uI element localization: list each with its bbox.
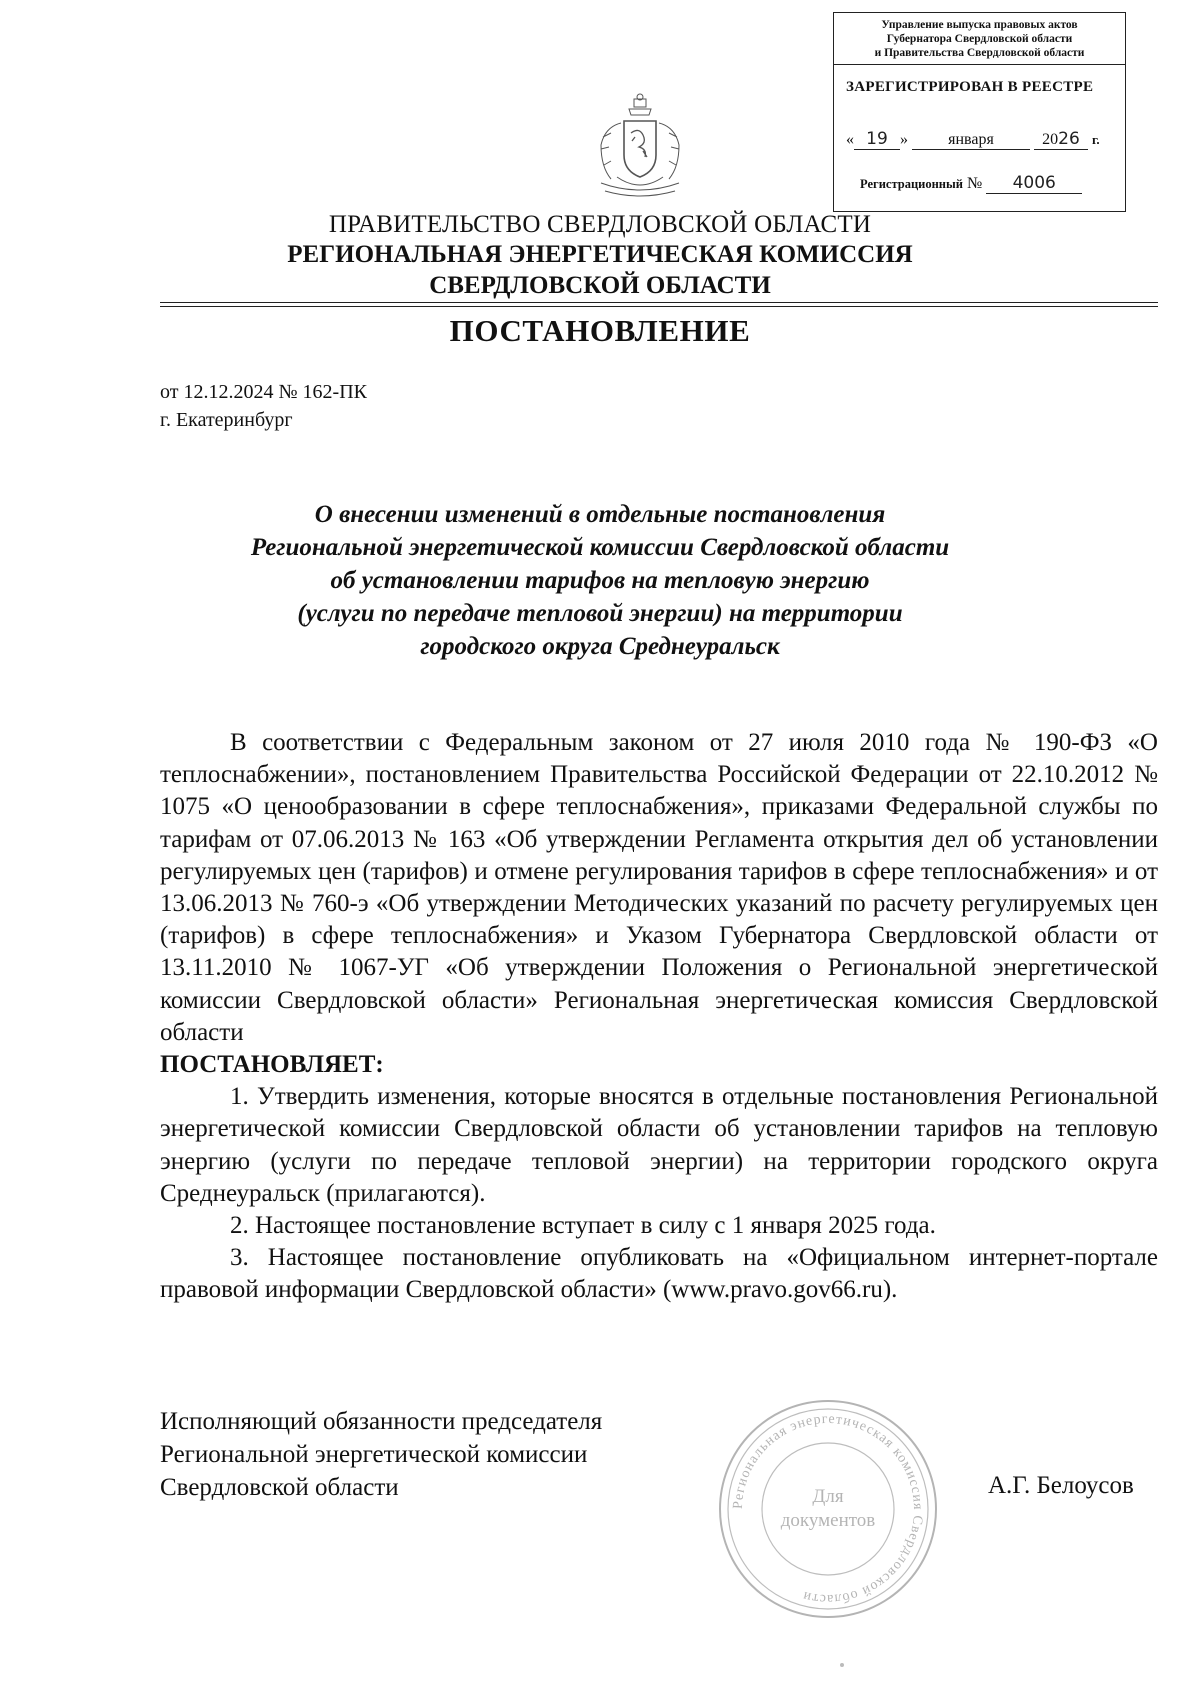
quote-open: « xyxy=(846,131,854,148)
registry-stamp-header-line: Управление выпуска правовых актов xyxy=(881,19,1078,31)
subject-line: (услуги по передаче тепловой энергии) на территории xyxy=(297,600,903,627)
subject-line: О внесении изменений в отдельные постановления xyxy=(314,501,886,528)
official-seal-icon xyxy=(717,1398,939,1620)
registry-stamp-header-line: и Правительства Свердловской области xyxy=(874,47,1085,59)
scan-speck xyxy=(840,1663,844,1667)
seal-center-line: документов xyxy=(780,1510,876,1531)
point-paragraph: 1. Утвердить изменения, которые вносятся в отдельные постановления Региональной энергетической комиссии Свердловской области об установлении тарифов на тепловую энергию (услуги по передаче тепловой энергии) на территории городского округа Среднеуральск (прилагаются). xyxy=(160,1083,1158,1207)
point-paragraph: 3. Настоящее постановление опубликовать на «Официальном интернет-портале правовой информации Свердловской области» (www.pravo.gov66.ru). xyxy=(160,1244,1158,1304)
document-subject xyxy=(180,498,1020,663)
commission-name-line1: РЕГИОНАЛЬНАЯ ЭНЕРГЕТИЧЕСКАЯ КОМИССИЯ xyxy=(287,241,913,268)
registry-number-line xyxy=(860,173,1082,194)
resolves-heading: ПОСТАНОВЛЯЕТ: xyxy=(160,1051,384,1079)
document-date-number: от 12.12.2024 № 162-ПК xyxy=(160,381,368,403)
seal-ring-text: Региональная энергетическая комиссия Свердловской области xyxy=(730,1411,926,1607)
position-line: Свердловской области xyxy=(160,1474,399,1501)
registry-month: января xyxy=(912,131,1030,150)
document-type: ПОСТАНОВЛЕНИЕ xyxy=(449,313,751,348)
seal-center-line: Для xyxy=(812,1486,844,1507)
subject-line: Региональной энергетической комиссии Свердловской области xyxy=(250,534,950,561)
document-body xyxy=(160,727,1158,1307)
document-city: г. Екатеринбург xyxy=(160,409,293,431)
registry-year-suffix: 26 xyxy=(1058,129,1080,149)
point-paragraph: 2. Настоящее постановление вступает в силу с 1 января 2025 года. xyxy=(230,1212,936,1240)
signatory-position xyxy=(160,1405,602,1504)
registry-stamp-title: ЗАРЕГИСТРИРОВАН В РЕЕСТРЕ xyxy=(846,79,1094,95)
registry-stamp-header xyxy=(834,13,1125,65)
government-name: ПРАВИТЕЛЬСТВО СВЕРДЛОВСКОЙ ОБЛАСТИ xyxy=(328,211,872,238)
signatory-name: А.Г. Белоусов xyxy=(988,1472,1134,1499)
subject-line: об установлении тарифов на тепловую энергию xyxy=(330,567,870,594)
commission-name-line2: СВЕРДЛОВСКОЙ ОБЛАСТИ xyxy=(429,272,771,299)
document-meta xyxy=(160,378,367,434)
registry-year-prefix: 20 xyxy=(1042,131,1059,148)
registry-day: 19 xyxy=(854,129,900,150)
coat-of-arms-icon xyxy=(591,93,689,203)
svg-text:Региональная энергетическая ко xyxy=(731,1412,925,1606)
registry-number-label: Регистрационный xyxy=(860,177,963,191)
registry-stamp-header-line: Губернатора Свердловской области xyxy=(886,33,1073,45)
registry-year-mark: г. xyxy=(1092,132,1100,147)
preamble-paragraph: В соответствии с Федеральным законом от 27 июля 2010 года № 190-ФЗ «О теплоснабжении», постановлением Правительства Российской Федерации от 22.10.2012 № 1075 «О ценообразовании в сфере теплоснабжения», приказами Федеральной службы по тарифам от 07.06.2013 № 163 «Об утверждении Регламента открытия дел об установлении регулируемых цен (тарифов) и отмене регулирования тарифов в сфере теплоснабжения» и от 13.06.2013 № 760-э «Об утверждении Методических указаний по расчету регулируемых цен (тарифов) в сфере теплоснабжения» и Указом Губернатора Свердловской области от 13.11.2010 № 1067-УГ «Об утверждении Положения о Региональной энергетической комиссии Свердловской области» Региональная энергетическая комиссия Свердловской области xyxy=(160,729,1158,1046)
registry-date-line xyxy=(846,129,1100,150)
position-line: Региональной энергетической комиссии xyxy=(160,1441,588,1468)
header-divider xyxy=(160,302,1158,303)
quote-close: » xyxy=(900,131,908,148)
subject-line: городского округа Среднеуральск xyxy=(420,633,780,660)
position-line: Исполняющий обязанности председателя xyxy=(160,1408,603,1435)
number-sign: № xyxy=(966,175,983,192)
header-divider xyxy=(160,306,1158,307)
registry-stamp xyxy=(833,12,1126,212)
registry-number: 4006 xyxy=(986,173,1082,194)
